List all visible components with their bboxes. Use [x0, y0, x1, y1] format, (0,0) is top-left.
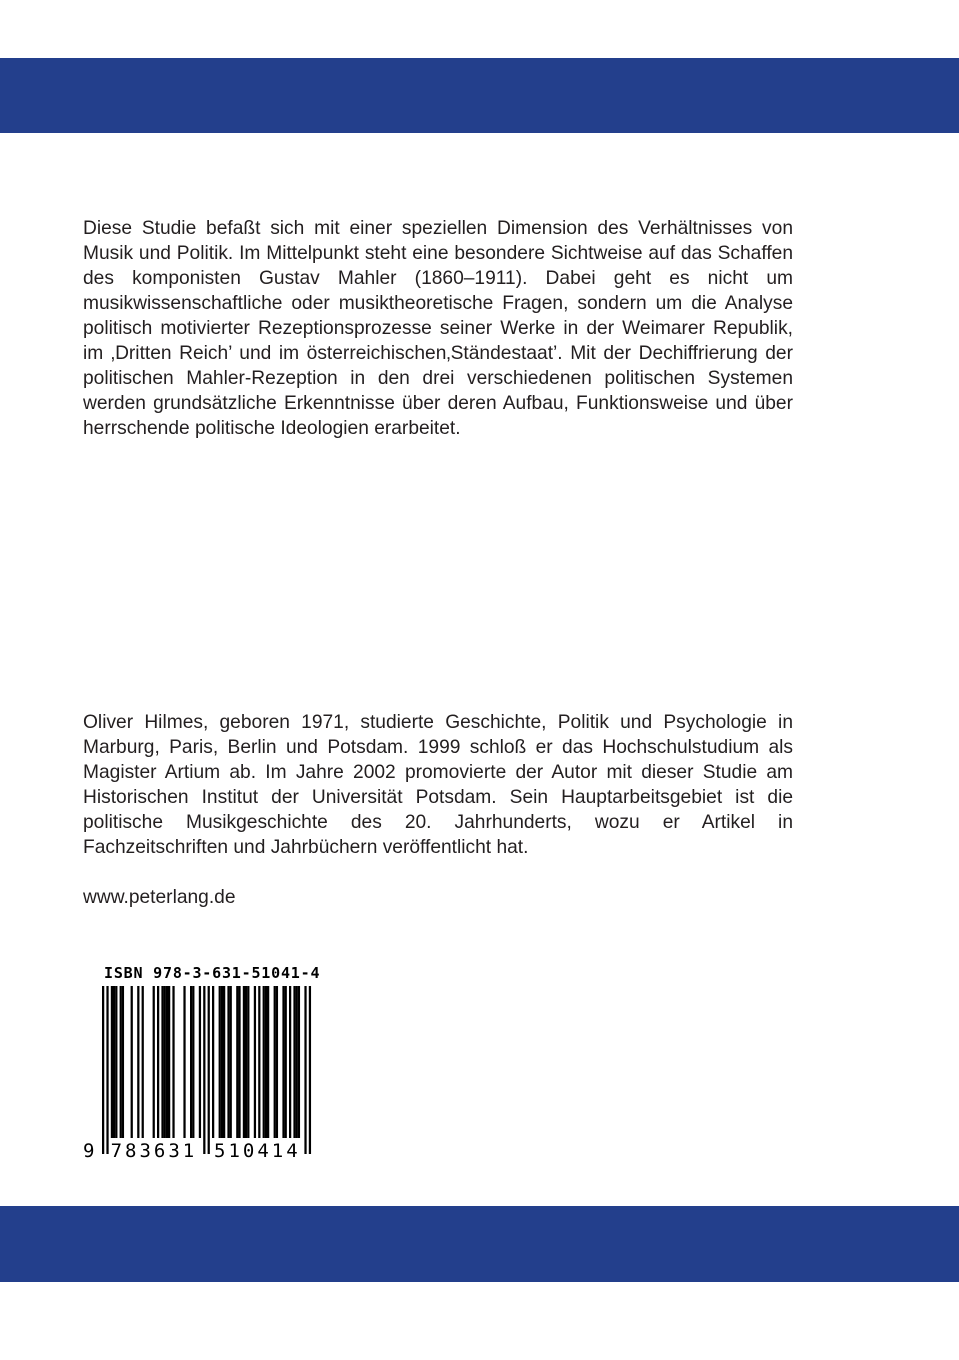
barcode-bar: [238, 986, 240, 1138]
isbn-label: ISBN 978-3-631-51041-4: [104, 964, 321, 982]
barcode-bar: [111, 986, 113, 1138]
description-text: Diese Studie befaßt sich mit einer speziellen Dimension des Verhältnisses von Musik und Politik. Im Mittelpunkt steht eine besondere Sichtweise auf das Schaffen des komponisten Gustav Mahler (1860–1911). Dabei geht es nicht um musikwissenschaftliche oder musiktheoretische Fragen, sondern um die Analyse politisch motivierter Rezeptionsprozesse seiner Werke in der Weimarer Republik, im ‚Dritten Reich’ und im österreichischen‚Ständestaat’. Mit der Dechiffrierung der politischen Mahler-Rezeption in den drei verschiedenen politischen Systemen werden grundsätzliche Erkenntnisse über deren Aufbau, Funktionsweise und über herrschende politische Ideologien erarbeitet.: [83, 218, 793, 439]
barcode-bar: [293, 986, 295, 1138]
barcode-bar: [212, 986, 214, 1138]
barcode-right-digits: 510414: [214, 1140, 301, 1162]
barcode-bar: [219, 986, 221, 1138]
barcode-bar: [289, 986, 291, 1138]
barcode-bar: [258, 986, 260, 1138]
barcode-bar: [131, 986, 133, 1138]
barcode-bar: [122, 986, 124, 1138]
barcode-guard-bar: [309, 986, 311, 1154]
barcode-bar: [166, 986, 168, 1138]
bottom-color-band: [0, 1206, 959, 1282]
barcode-bar: [276, 986, 278, 1138]
barcode-guard-bar: [106, 986, 108, 1154]
author-bio-text: Oliver Hilmes, geboren 1971, studierte Geschichte, Politik und Psychologie in Marburg, Paris, Berlin und Potsdam. 1999 schloß er das Hochschulstudium als Magister Artium ab. Im Jahre 2002 promovierte der Autor mit dieser Studie am Historischen Institut der Universität Potsdam. Sein Hauptarbeitsgebiet ist die politische Musikgeschichte des 20. Jahrhunderts, wozu er Artikel in Fachzeitschriften und Jahrbüchern veröffentlicht hat.: [83, 712, 793, 858]
author-biography: [83, 710, 793, 860]
barcode-guard-bar: [208, 986, 210, 1154]
barcode-bar: [247, 986, 249, 1138]
barcode-bar: [153, 986, 155, 1138]
barcode-bar: [120, 986, 122, 1138]
barcode-left-digits: 783631: [110, 1140, 198, 1162]
isbn-barcode: [80, 980, 316, 1162]
barcode-bar: [168, 986, 170, 1138]
barcode-bar: [254, 986, 256, 1138]
barcode-bar: [245, 986, 247, 1138]
barcode-bar: [263, 986, 265, 1138]
book-description: [83, 216, 793, 441]
barcode-bar: [192, 986, 194, 1138]
barcode-bar: [298, 986, 300, 1138]
barcode-bar: [161, 986, 163, 1138]
barcode-guard-bar: [304, 986, 306, 1154]
top-color-band: [0, 58, 959, 133]
barcode-bar: [274, 986, 276, 1138]
barcode-bar: [113, 986, 115, 1138]
barcode-bar: [157, 986, 159, 1138]
publisher-url[interactable]: www.peterlang.de: [83, 887, 236, 908]
barcode-first-digit: 9: [83, 1140, 95, 1162]
barcode-bar: [267, 986, 269, 1138]
barcode-bar: [282, 986, 284, 1138]
barcode-bar: [296, 986, 298, 1138]
barcode-bar: [172, 986, 174, 1138]
barcode-guard-bar: [203, 986, 205, 1154]
barcode-bar: [115, 986, 117, 1138]
barcode-bar: [164, 986, 166, 1138]
barcode-bars: [102, 986, 311, 1154]
barcode-bar: [230, 986, 232, 1138]
barcode-bar: [183, 986, 185, 1138]
barcode-guard-bar: [102, 986, 104, 1154]
barcode-bar: [285, 986, 287, 1138]
barcode-bar: [227, 986, 229, 1138]
barcode-bar: [137, 986, 139, 1138]
barcode-bar: [221, 986, 223, 1138]
barcode-bar: [199, 986, 201, 1138]
barcode-bar: [142, 986, 144, 1138]
barcode-bar: [236, 986, 238, 1138]
barcode-bar: [265, 986, 267, 1138]
barcode-bar: [223, 986, 225, 1138]
barcode-bar: [190, 986, 192, 1138]
barcode-bar: [243, 986, 245, 1138]
